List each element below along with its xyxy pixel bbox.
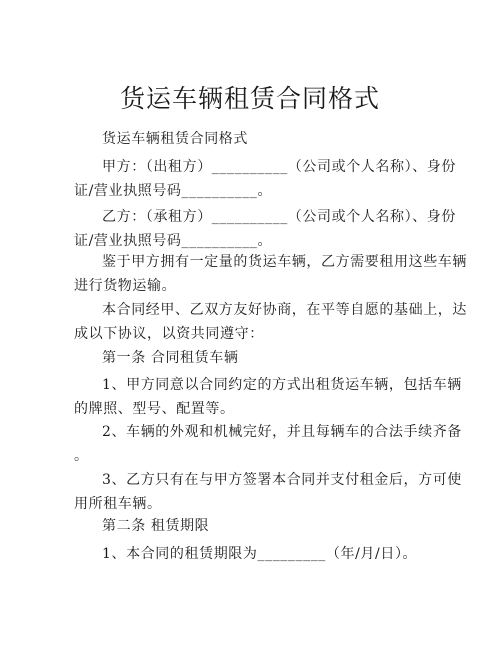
paragraph-line: 2、车辆的外观和机械完好，并且每辆车的合法手续齐备 xyxy=(102,424,462,440)
paragraph-line: 的牌照、型号、配置等。 xyxy=(74,401,235,417)
paragraph-party-a xyxy=(74,155,456,203)
paragraph-line: 1、甲方同意以合同约定的方式出租货运车辆，包括车辆 xyxy=(102,377,462,393)
paragraph-line: 鉴于甲方拥有一定量的货运车辆，乙方需要租用这些车辆 xyxy=(102,254,467,270)
article-2-clause-1 xyxy=(74,542,436,566)
paragraph-line: 本合同经甲、乙双方友好协商，在平等自愿的基础上，达 xyxy=(102,302,467,318)
paragraph-line: 甲方：（出租方）__________（公司或个人名称）、身份 xyxy=(102,159,456,175)
article-1-clause-2 xyxy=(74,420,462,468)
article-2-heading xyxy=(74,514,436,538)
paragraph-line: 证/营业执照号码__________。 xyxy=(74,233,273,249)
article-1-heading xyxy=(74,346,436,370)
paragraph-line: 1、本合同的租赁期限为_________（年/月/日）。 xyxy=(102,546,418,562)
paragraph-whereas xyxy=(74,250,467,298)
article-1-clause-1 xyxy=(74,373,462,421)
paragraph-line: 3、乙方只有在与甲方签署本合同并支付租金后，方可使 xyxy=(102,472,462,488)
paragraph-agreement xyxy=(74,298,467,346)
paragraph-line: 证/营业执照号码__________。 xyxy=(74,183,273,199)
paragraph-line: 第二条 租赁期限 xyxy=(102,518,210,534)
paragraph-line: 进行货物运输。 xyxy=(74,278,177,294)
paragraph-line: 乙方：（承租方）__________（公司或个人名称）、身份 xyxy=(102,209,456,225)
paragraph-line: 成以下协议，以资共同遵守： xyxy=(74,326,264,342)
document-title: 货运车辆租赁合同格式 xyxy=(119,84,380,113)
paragraph-line: 用所租车辆。 xyxy=(74,496,162,512)
paragraph-line: 货运车辆租赁合同格式 xyxy=(102,131,248,147)
paragraph-line: 。 xyxy=(74,448,89,464)
paragraph-subtitle xyxy=(74,127,436,151)
article-1-clause-3 xyxy=(74,468,462,516)
paragraph-line: 第一条 合同租赁车辆 xyxy=(102,350,239,366)
paragraph-party-b xyxy=(74,205,456,253)
